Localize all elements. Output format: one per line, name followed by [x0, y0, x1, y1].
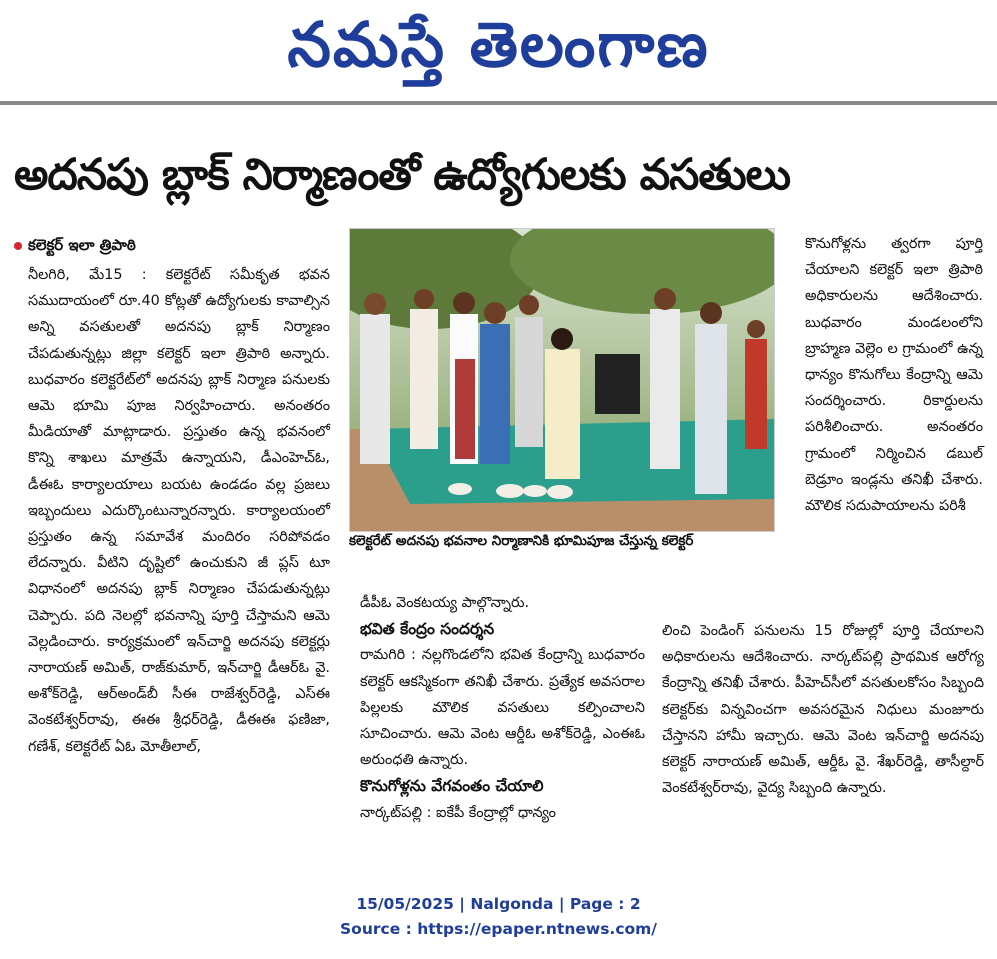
article-column-2 — [360, 590, 645, 826]
article-headline: అదనపు బ్లాక్ నిర్మాణంతో ఉద్యోగులకు వసతులు — [14, 150, 791, 200]
article-paragraph: డీపీఓ వెంకటయ్య పాల్గొన్నారు. — [360, 595, 530, 611]
article-paragraph: కొనుగోళ్లను త్వరగా పూర్తి చేయాలని కలెక్టర్ ఇలా త్రిపాఠి అధికారులను ఆదేశించారు. బుధవారం మండలంలోని బ్రాహ్మణ వెల్లెం ల గ్రామంలో ఉన్న ధాన్యం కొనుగోలు కేంద్రాన్ని ఆమె సందర్శించారు. రికార్డులను పరిశీలించారు. అనంతరం గ్రామంలో నిర్మించిన డబుల్ బెడ్రూం ఇండ్లను తనిఖీ చేశారు. మౌలిక సదుపాయాలను పరిశీ — [805, 236, 983, 515]
article-column-1 — [28, 262, 330, 760]
subheading: కొనుగోళ్లను వేగవంతం చేయాలి — [360, 777, 544, 796]
subheading: భవిత కేంద్రం సందర్శన — [360, 620, 495, 639]
article-paragraph: రామగిరి : నల్లగొండలోని భవిత కేంద్రాన్ని బుధవారం కలెక్టర్ ఆకస్మికంగా తనిఖీ చేశారు. ప్రత్యేక అవసరాల పిల్లలకు మౌలిక వసతులు కల్పించాలని సూచించారు. ఆమె వెంట ఆర్డీఓ అశోక్‌రెడ్డి, ఎంఈఓ అరుంధతి ఉన్నారు. — [360, 647, 645, 769]
byline-text: కలెక్టర్ ఇలా త్రిపాఠి — [28, 236, 136, 254]
masthead-divider — [0, 101, 997, 105]
newspaper-logo: నమస్తే తెలంగాణ — [287, 8, 710, 81]
article-column-3 — [805, 231, 983, 519]
photo-illustration — [350, 229, 774, 531]
masthead — [0, 0, 997, 100]
article-paragraph: నార్కట్‌పల్లి : ఐకేపీ కేంద్రాల్లో ధాన్యం — [360, 804, 556, 821]
edition-info: 15/05/2025 | Nalgonda | Page : 2 — [356, 895, 641, 913]
article-column-3-continued — [662, 618, 984, 801]
article-paragraph: నీలగిరి, మే15 : కలెక్టరేట్ సమీకృత భవన సముదాయంలో రూ.40 కోట్లతో ఉద్యోగులకు కావాల్సిన అన్ని వసతులతో అదనపు బ్లాక్ నిర్మాణం చేపడుతున్నట్లు జిల్లా కలెక్టర్ ఇలా త్రిపాఠి అన్నారు. బుధవారం కలెక్టరేట్‌లో అదనపు బ్లాక్ నిర్మాణ పనులకు ఆమె భూమి పూజ నిర్వహించారు. అనంతరం మీడియాతో మాట్లాడారు. ప్రస్తుతం ఉన్న భవనంలో కొన్ని శాఖలు మాత్రమే ఉన్నాయని, డీఎంహెచ్ఓ, డీఈఓ కార్యాలయాలు బయట ఉండడం వల్ల ప్రజలు ఇబ్బందులు ఎదుర్కొంటున్నారన్నారు. కార్యాలయంలో ప్రస్తుతం ఉన్న సమావేశ మందిరం సరిపోవడం లేదన్నారు. వీటిని దృష్టిలో ఉంచుకుని జీ ప్లస్ టూ విధానంలో అదనపు బ్లాక్ నిర్మాణం చేపడుతున్నట్లు చెప్పారు. పది నెలల్లో భవనాన్ని పూర్తి చేస్తామని ఆమె వెల్లడించారు. కార్యక్రమంలో ఇన్‌చార్జి అదనపు కలెక్టర్లు నారాయణ్ అమిత్, రాజ్‌కుమార్, ఇన్‌చార్జి డీఆర్ఓ వై. అశోక్‌రెడ్డి, ఆర్అండ్‌బీ సీఈ రాజేశ్వర్‌రెడ్డి, ఎస్ఈ వెంకటేశ్వర్‌రావు, ఈఈ శ్రీధర్‌రెడ్డి, డీఈఈ ఫణిజా, గణేశ్, కలెక్టరేట్ ఏఓ మోతీలాల్, — [28, 267, 330, 755]
byline — [14, 236, 136, 258]
bullet-icon — [14, 242, 22, 250]
photo-caption: కలెక్టరేట్ అదనపు భవనాల నిర్మాణానికి భూమిపూజ చేస్తున్న కలెక్టర్ — [349, 533, 694, 549]
article-photo — [349, 228, 775, 532]
article-paragraph: లించి పెండింగ్ పనులను 15 రోజుల్లో పూర్తి చేయాలని అధికారులను ఆదేశించారు. నార్కట్‌పల్లి ప్రాథమిక ఆరోగ్య కేంద్రాన్ని తనిఖీ చేశారు. పీహెచ్‌సీలో వసతులకోసం సిబ్బంది కలెక్టర్‌కు విన్నవించగా అవసరమైన నిధులు మంజూరు చేస్తానని హామీ ఇచ్చారు. ఆమె వెంట ఇన్‌చార్జి అదనపు కలెక్టర్ నారాయణ్ అమిత్, ఆర్డీఓ వై. శేఖర్‌రెడ్డి, తాసీల్దార్ వెంకటేశ్వర్‌రావు, వైద్య సిబ్బంది ఉన్నారు. — [662, 623, 984, 797]
source-link[interactable]: Source : https://epaper.ntnews.com/ — [340, 920, 657, 938]
